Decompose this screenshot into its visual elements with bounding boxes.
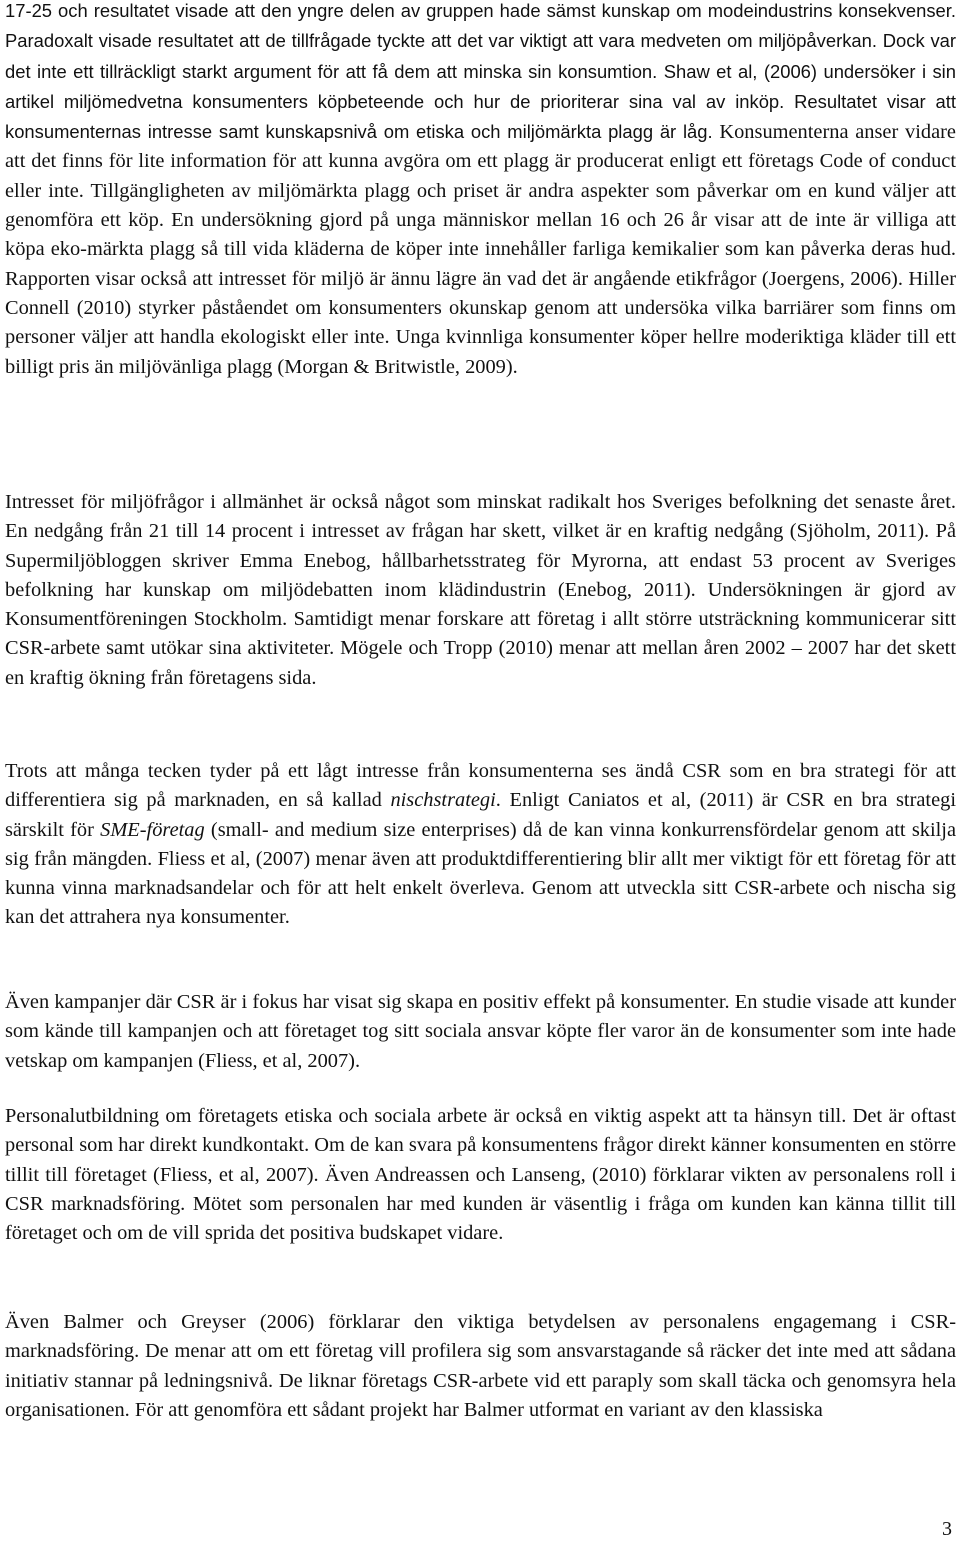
- paragraph-1: [5, 0, 956, 382]
- paragraph-5: [5, 1102, 956, 1248]
- paragraph-4: [5, 988, 956, 1076]
- paragraph-3: [5, 757, 956, 933]
- paragraph-3-text-a: Trots att många tecken tyder på ett lågt intresse från konsumenterna ses ändå CSR som en bra strategi för att differentiera sig på marknaden, en så kallad: [5, 760, 956, 812]
- paragraph-3-text-c: (small- and medium size enterprises) då de kan vinna konkurrensfördelar genom att skilja sig från mängden. Fliess et al, (2007) menar även att produktdifferentiering blir allt mer viktigt för ett företag för att kunna vinna marknadsandelar och för att helt enkelt överleva. Genom att utveckla sitt CSR-arbete och nischa sig kan det attrahera nya konsumenter.: [5, 818, 956, 929]
- paragraph-2-text: Intresset för miljöfrågor i allmänhet är också något som minskat radikalt hos Sveriges befolkning det senaste året. En nedgång från 21 till 14 procent i intresset av frågan har skett, vilket är en kraftig nedgång (Sjöholm, 2011). På Supermiljöbloggen skriver Emma Enebog, hållbarhetsstrateg för Myrorna, att endast 53 procent av Sveriges befolkning har kunskap om miljödebatten inom klädindustrin (Enebog, 2011). Undersökningen är gjord av Konsumentföreningen Stockholm. Samtidigt menar forskare att företag i allt större utsträckning kommunicerar sitt CSR-arbete samt utökar sina aktiviteter. Mögele och Tropp (2010) menar att mellan åren 2002 – 2007 har det skett en kraftig ökning från företagens sida.: [5, 491, 956, 689]
- paragraph-5-text: Personalutbildning om företagets etiska och sociala arbete är också en viktig aspekt att ta hänsyn till. Det är oftast personal som har direkt kundkontakt. Om de kan svara på konsumentens frågor direkt känner konsumenten en större tillit till företaget (Fliess, et al, 2007). Även Andreassen och Lanseng, (2010) förklarar vikten av personalens roll i CSR marknadsföring. Mötet som personalen har med kunden är väsentlig i fråga om kunden kan känna tillit till företaget och om de vill sprida det positiva budskapet vidare.: [5, 1105, 956, 1245]
- paragraph-1-serif-text: Konsumenterna anser vidare att det finns för lite information för att kunna avgöra om ett plagg är producerat enligt ett företags Code of conduct eller inte. Tillgängligheten av miljömärkta plagg och priset är andra aspekter som påverkar om en kund väljer att genomföra ett köp. En undersökning gjord på unga människor mellan 16 och 26 år visar att de inte är villiga att köpa eko-märkta plagg så till vida kläderna de köper inte innehåller farliga kemikalier som kan påverka deras hud. Rapporten visar också att intresset för miljö är ännu lägre än vad det är angående etikfrågor (Joergens, 2006). Hiller Connell (2010) styrker påståendet om konsumenters okunskap genom att undersöka vilka barriärer som finns om personer väljer att handla ekologiskt eller inte. Unga kvinnliga konsumenter köper hellre moderiktiga kläder till ett billigt pris än miljövänliga plagg (Morgan & Britwistle, 2009).: [5, 121, 956, 378]
- paragraph-6-text: Även Balmer och Greyser (2006) förklarar den viktiga betydelsen av personalens engagemang i CSR-marknadsföring. De menar att om ett företag vill profilera sig som ansvarstagande så räcker det inte med att sådana initiativ stannar på ledningsnivå. De liknar företags CSR-arbete vid ett paraply som skall täcka och genomsyra hela organisationen. För att genomföra ett sådant projekt har Balmer utformat en variant av den klassiska: [5, 1311, 956, 1421]
- paragraph-1-sans-text: 17-25 och resultatet visade att den yngre delen av gruppen hade sämst kunskap om modeindustrins konsekvenser. Paradoxalt visade resultatet att de tillfrågade tyckte att det var viktigt att vara medveten om miljöpåverkan. Dock var det inte ett tillräckligt starkt argument för att få dem att minska sin konsumtion. Shaw et al, (2006) undersöker i sin artikel miljömedvetna konsumenters köpbeteende och hur de prioriterar sina val av inköp. Resultatet visar att konsumenternas intresse samt kunskapsnivå om etiska och miljömärkta plagg är låg.: [5, 0, 956, 143]
- paragraph-6: [5, 1308, 956, 1425]
- paragraph-2: [5, 488, 956, 693]
- paragraph-4-text: Även kampanjer där CSR är i fokus har visat sig skapa en positiv effekt på konsumenter. En studie visade att kunder som kände till kampanjen och att företaget tog sitt sociala ansvar köpte fler varor än de konsumenter som inte hade vetskap om kampanjen (Fliess, et al, 2007).: [5, 991, 956, 1072]
- paragraph-3-italic-nischstrategi: nischstrategi: [390, 789, 496, 812]
- page-number: 3: [942, 1518, 952, 1540]
- paragraph-3-italic-sme: SME-företag: [100, 818, 205, 841]
- paragraph-3-text-b: . Enligt Caniatos et al, (2011) är CSR en bra strategi särskilt för: [5, 789, 957, 841]
